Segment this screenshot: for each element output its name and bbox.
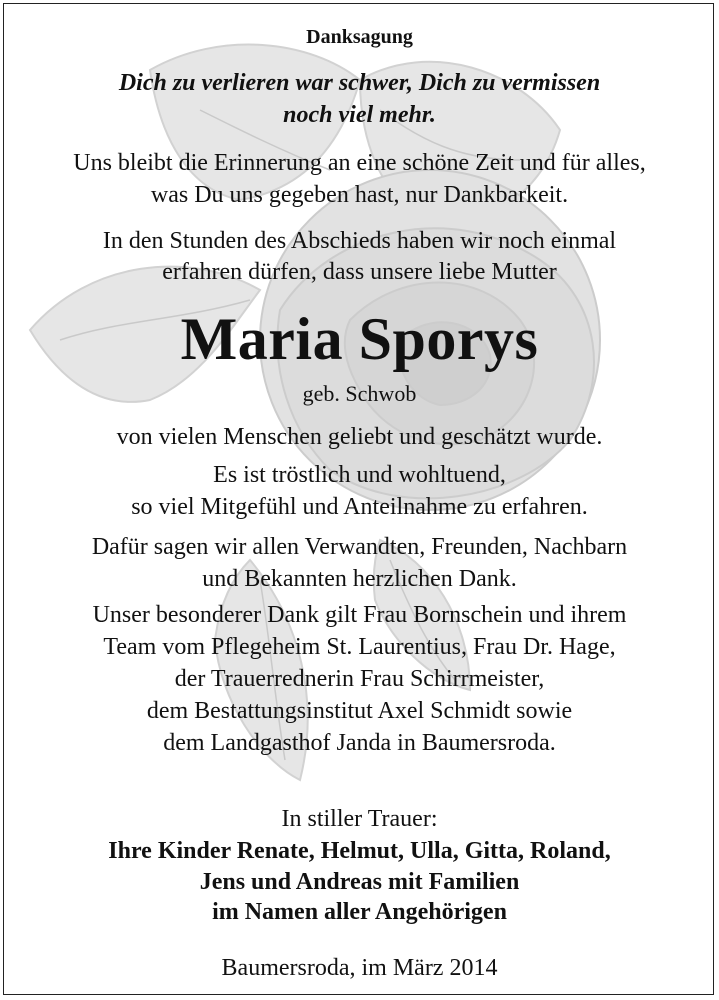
thanks-line-2: Es ist tröstlich und wohltuend, (213, 462, 506, 488)
thanks-line-6: Unser besonderer Dank gilt Frau Bornschein und ihrem (92, 602, 627, 628)
remembrance-line-2: was Du uns gegeben hast, nur Dankbarkeit. (150, 182, 569, 208)
thanks-line-1: von vielen Menschen geliebt und geschätzt wurde. (116, 424, 603, 450)
motto-line-1: Dich zu verlieren war schwer, Dich zu vermissen (118, 70, 601, 96)
birth-name: geb. Schwob (302, 381, 417, 406)
thanks-line-3: so viel Mitgefühl und Anteilnahme zu erfahren. (131, 494, 588, 520)
deceased-name: Maria Sporys (180, 306, 539, 372)
farewell-line-1: In den Stunden des Abschieds haben wir noch einmal (102, 228, 617, 254)
motto-line-2: noch viel mehr. (283, 102, 436, 128)
thanks-line-7: Team vom Pflegeheim St. Laurentius, Frau Dr. Hage, (103, 634, 616, 660)
thanks-line-5: und Bekannten herzlichen Dank. (202, 566, 517, 592)
mourning-intro: In stiller Trauer: (281, 806, 438, 832)
thanks-line-4: Dafür sagen wir allen Verwandten, Freunden, Nachbarn (91, 534, 628, 560)
thanks-line-9: dem Bestattungsinstitut Axel Schmidt sowie (146, 698, 573, 724)
farewell-line-2: erfahren dürfen, dass unsere liebe Mutter (162, 259, 557, 285)
notice-heading: Danksagung (306, 26, 413, 48)
signers-line-3: im Namen aller Angehörigen (212, 899, 507, 925)
thanks-line-8: der Trauerrednerin Frau Schirrmeister, (174, 666, 545, 692)
remembrance-line-1: Uns bleibt die Erinnerung an eine schöne Zeit und für alles, (73, 150, 646, 176)
signers-line-1: Ihre Kinder Renate, Helmut, Ulla, Gitta, Roland, (108, 838, 611, 864)
thanks-line-10: dem Landgasthof Janda in Baumersroda. (163, 730, 556, 756)
place-date: Baumersroda, im März 2014 (221, 955, 498, 981)
signers-line-2: Jens und Andreas mit Familien (199, 869, 520, 895)
